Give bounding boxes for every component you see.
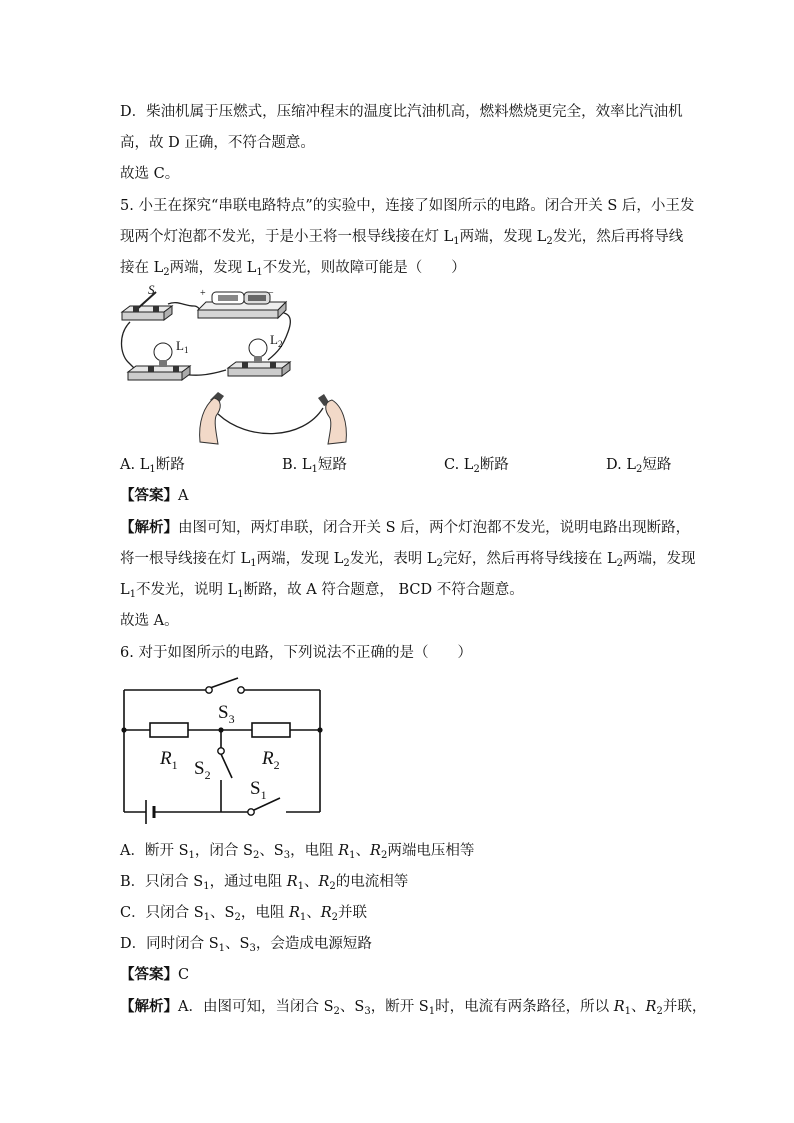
q5-conclusion: 故选 A。 (120, 613, 179, 629)
q5-lamp1-label: $L_1$ (176, 338, 189, 355)
q5-stem-line3: 接在 $L_2$两端，发现 $L_1$不发光，则故障可能是（ ） (120, 260, 466, 278)
q6-r2-label: $R_2$ (262, 748, 280, 772)
q5-switch-label: S (148, 282, 155, 297)
q6-option-b[interactable]: B．只闭合 $S_1$，通过电阻 $R_1$、$R_2$的电流相等 (120, 874, 409, 892)
q5-battery-plus: + (200, 288, 206, 299)
q5-analysis-line2: 将一根导线接在灯 $L_1$两端，发现 $L_2$发光，表明 $L_2$完好，然后再将导线接在 $L_2$两端，发现 (120, 551, 696, 569)
q6-r1-label: $R_1$ (160, 748, 178, 772)
q6-s3-label: $S_3$ (218, 702, 235, 726)
q6-option-d[interactable]: D．同时闭合 $S_1$、$S_3$，会造成电源短路 (120, 936, 372, 954)
q5-circuit-figure (118, 282, 358, 447)
q6-analysis-line1: 【解析】A．由图可知，当闭合 $S_2$、$S_3$，断开 $S_1$时，电流有两条路径，所以 $R_1$、$R_2$并联， (120, 998, 707, 1017)
q5-option-a[interactable]: A. $L_1$断路 (120, 457, 185, 475)
prev-option-d-line2: 高，故 D 正确，不符合题意。 (120, 135, 315, 151)
q6-option-c[interactable]: C．只闭合 $S_1$、$S_2$，电阻 $R_1$、$R_2$并联 (120, 905, 368, 923)
q6-answer: 【答案】C (120, 966, 190, 983)
q5-option-c[interactable]: C. $L_2$断路 (444, 457, 509, 475)
q6-s2-label: $S_2$ (194, 758, 211, 782)
prev-conclusion: 故选 C。 (120, 166, 180, 182)
q5-stem-line2: 现两个灯泡都不发光，于是小王将一根导线接在灯 $L_1$两端，发现 $L_2$发光，然后再将导线 (120, 229, 684, 247)
q5-stem-line1: 5. 小王在探究“串联电路特点”的实验中，连接了如图所示的电路。闭合开关 S 后，小王发 (120, 198, 695, 214)
q6-stem: 6. 对于如图所示的电路，下列说法不正确的是（ ） (120, 645, 472, 661)
q5-answer: 【答案】A (120, 487, 189, 504)
q5-option-b[interactable]: B. $L_1$短路 (282, 457, 347, 475)
q5-analysis-line3: $L_1$不发光，说明 $L_1$断路，故 A 符合题意， BCD 不符合题意。 (120, 582, 524, 600)
q5-battery-minus: − (268, 288, 274, 299)
q6-s1-label: $S_1$ (250, 778, 267, 802)
q5-lamp2-label: $L_2$ (270, 332, 283, 349)
prev-option-d-line1: D．柴油机属于压燃式，压缩冲程末的温度比汽油机高，燃料燃烧更完全，效率比汽油机 (120, 104, 683, 120)
q5-analysis-line1: 【解析】由图可知，两灯串联，闭合开关 S 后，两个灯泡都不发光，说明电路出现断路， (120, 519, 691, 536)
q5-option-d[interactable]: D. $L_2$短路 (606, 457, 672, 475)
q6-circuit-diagram (118, 672, 328, 832)
q5-options (120, 455, 680, 477)
q6-option-a[interactable]: A．断开 $S_1$，闭合 $S_2$、$S_3$，电阻 $R_1$、$R_2$两端电压相等 (120, 843, 475, 861)
